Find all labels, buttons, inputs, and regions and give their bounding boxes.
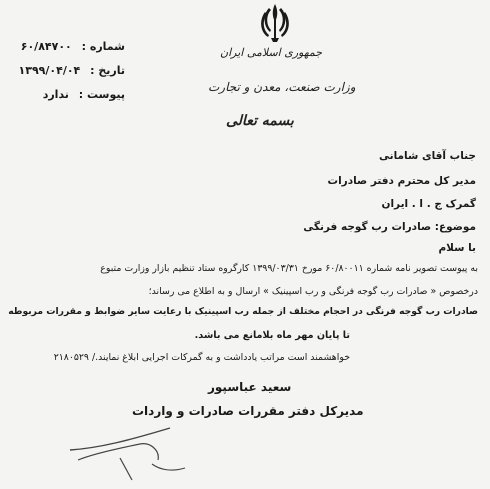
signature-scribble — [60, 420, 220, 485]
date-label: تاریخ : — [90, 64, 125, 77]
body-line-3: صادرات رب گوجه فرنگی در احجام مختلف از جمله رب اسپینیک با رعایت سایر ضوابط و مقررات مربوطه — [8, 306, 478, 317]
iran-emblem-icon — [258, 2, 292, 44]
signer-title: مدیرکل دفتر مقررات صادرات و واردات — [132, 404, 364, 418]
greeting: با سلام — [438, 242, 476, 254]
recipient-org: گمرک ج . ا . ایران — [381, 198, 476, 210]
signer-name: سعید عباسپور — [208, 380, 292, 394]
letter-attachment — [43, 88, 125, 101]
body-line-2: درخصوص « صادرات رب گوجه فرنگی و رب اسپینیک » ارسال و به اطلاع می رساند؛ — [148, 286, 478, 297]
recipient-title: مدیر کل محترم دفتر صادرات — [327, 175, 476, 187]
letter-date — [19, 64, 125, 77]
date-value: ۱۳۹۹/۰۴/۰۴ — [18, 64, 81, 77]
letter-number — [21, 40, 125, 53]
body-line-1: به پیوست تصویر نامه شماره ۶۰/۸۰۰۱۱ مورخ ۱۳۹۹/۰۳/۳۱ کارگروه ستاد تنظیم بازار وزارت متبوع — [100, 263, 478, 274]
body-line-4: تا پایان مهر ماه بلامانع می باشد. — [194, 330, 350, 341]
invocation: بسمه تعالی — [226, 113, 294, 129]
subject-line: موضوع: صادرات رب گوجه فرنگی — [303, 221, 476, 233]
ministry-name: وزارت صنعت، معدن و تجارت — [208, 80, 356, 94]
attachment-value: ندارد — [42, 88, 69, 101]
number-label: شماره : — [81, 40, 125, 53]
attachment-label: پیوست : — [78, 88, 125, 101]
recipient-name: جناب آقای شامانی — [379, 150, 476, 162]
body-line-5: خواهشمند است مراتب یادداشت و به گمرکات اجرایی ابلاغ نمایند./ ۲۱۸۰۵۲۹ — [53, 352, 350, 363]
number-value: ۶۰/۸۴۷۰۰ — [20, 40, 72, 53]
country-name: جمهوری اسلامی ایران — [220, 46, 323, 59]
